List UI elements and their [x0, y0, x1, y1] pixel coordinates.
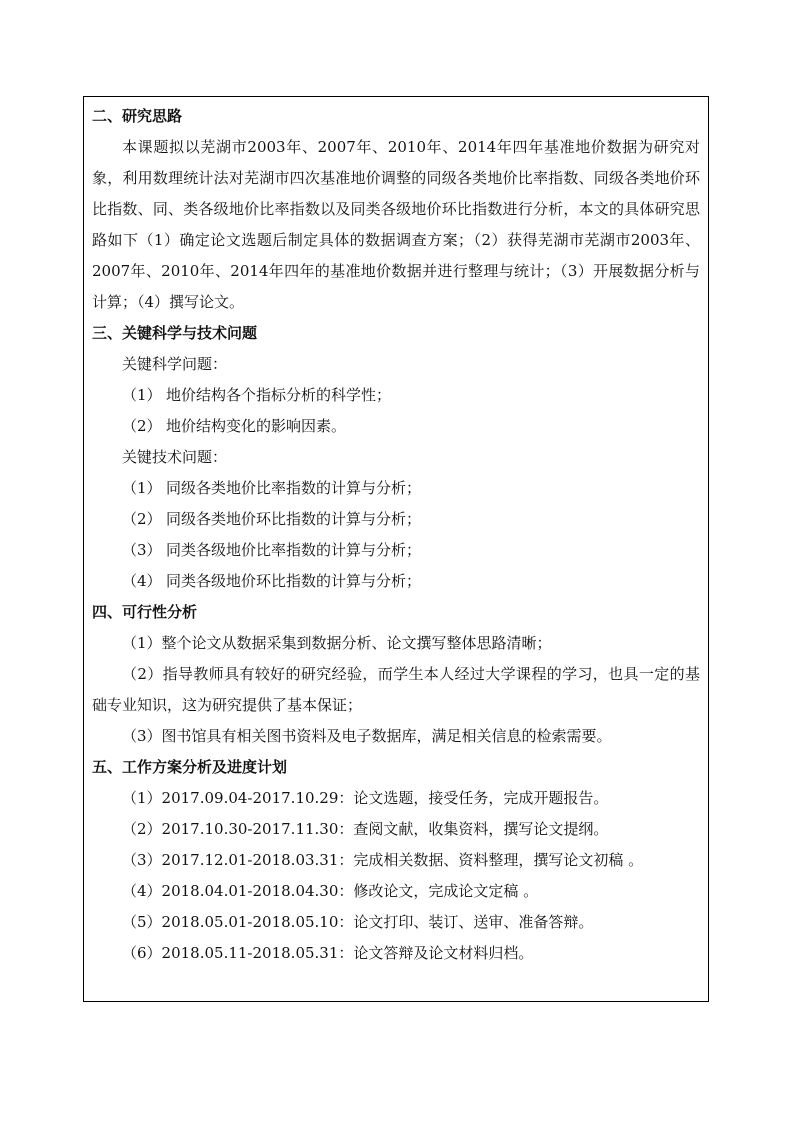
item-number: （4）: [122, 572, 162, 590]
schedule-item: （4）2018.04.01-2018.04.30：修改论文，完成论文定稿 。: [122, 882, 539, 900]
heading-research-approach: 二、研究思路: [92, 107, 183, 125]
tech-issue-item: [92, 566, 700, 597]
science-issue-item: [92, 411, 700, 442]
schedule-item: （5）2018.05.01-2018.05.10：论文打印、装订、送审、准备答辩。: [122, 913, 594, 931]
tech-issue-item: [92, 473, 700, 504]
heading-feasibility: 四、可行性分析: [92, 603, 198, 621]
schedule-item: （1）2017.09.04-2017.10.29：论文选题，接受任务，完成开题报告。: [122, 789, 609, 807]
feasibility-point-3: （3）图书馆具有相关图书资料及电子数据库，满足相关信息的检索需要。: [122, 727, 612, 745]
item-text: 地价结构变化的影响因素。: [166, 417, 347, 435]
research-approach-paragraph: 本课题拟以芜湖市2003年、2007年、2010年、2014年四年基准地价数据为研究对象，利用数理统计法对芜湖市四次基准地价调整的同级各类地价比率指数、同级各类地价环比指数、同、类各级地价比率指数以及同类各级地价环比指数进行分析，本文的具体研究思路如下（1）确定论文选题后制定具体的数据调查方案；（2）获得芜湖市芜湖市2003年、2007年、2010年、2014年四年的基准地价数据并进行整理与统计；（3）开展数据分析与计算；（4）撰写论文。: [92, 138, 700, 311]
feasibility-point-1: （1）整个论文从数据采集到数据分析、论文撰写整体思路清晰；: [122, 634, 552, 652]
tech-issue-item: [92, 504, 700, 535]
item-number: （1）: [122, 479, 162, 497]
item-number: （2）: [122, 417, 162, 435]
heading-schedule: 五、工作方案分析及进度计划: [92, 758, 288, 776]
item-number: （2）: [122, 510, 162, 528]
schedule-item: （2）2017.10.30-2017.11.30：查阅文献，收集资料，撰写论文提纲。: [122, 820, 609, 838]
item-text: 同级各类地价环比指数的计算与分析；: [166, 510, 422, 528]
schedule-item: （3）2017.12.01-2018.03.31：完成相关数据、资料整理，撰写论文初稿 。: [122, 851, 644, 869]
science-issue-item: [92, 380, 700, 411]
science-issues-label: 关键科学问题：: [122, 355, 228, 373]
item-text: 同类各级地价比率指数的计算与分析；: [166, 541, 422, 559]
item-number: （1）: [122, 386, 162, 404]
item-number: （3）: [122, 541, 162, 559]
schedule-item: （6）2018.05.11-2018.05.31：论文答辩及论文材料归档。: [122, 944, 534, 962]
tech-issues-label: 关键技术问题：: [122, 448, 228, 466]
heading-key-issues: 三、关键科学与技术问题: [92, 324, 258, 342]
item-text: 同级各类地价比率指数的计算与分析；: [166, 479, 422, 497]
item-text: 地价结构各个指标分析的科学性；: [166, 386, 392, 404]
item-text: 同类各级地价环比指数的计算与分析；: [166, 572, 422, 590]
feasibility-point-2: （2）指导教师具有较好的研究经验，而学生本人经过大学课程的学习，也具一定的基础专业知识，这为研究提供了基本保证；: [92, 665, 700, 714]
tech-issue-item: [92, 535, 700, 566]
proposal-table-cell: [83, 96, 709, 1002]
